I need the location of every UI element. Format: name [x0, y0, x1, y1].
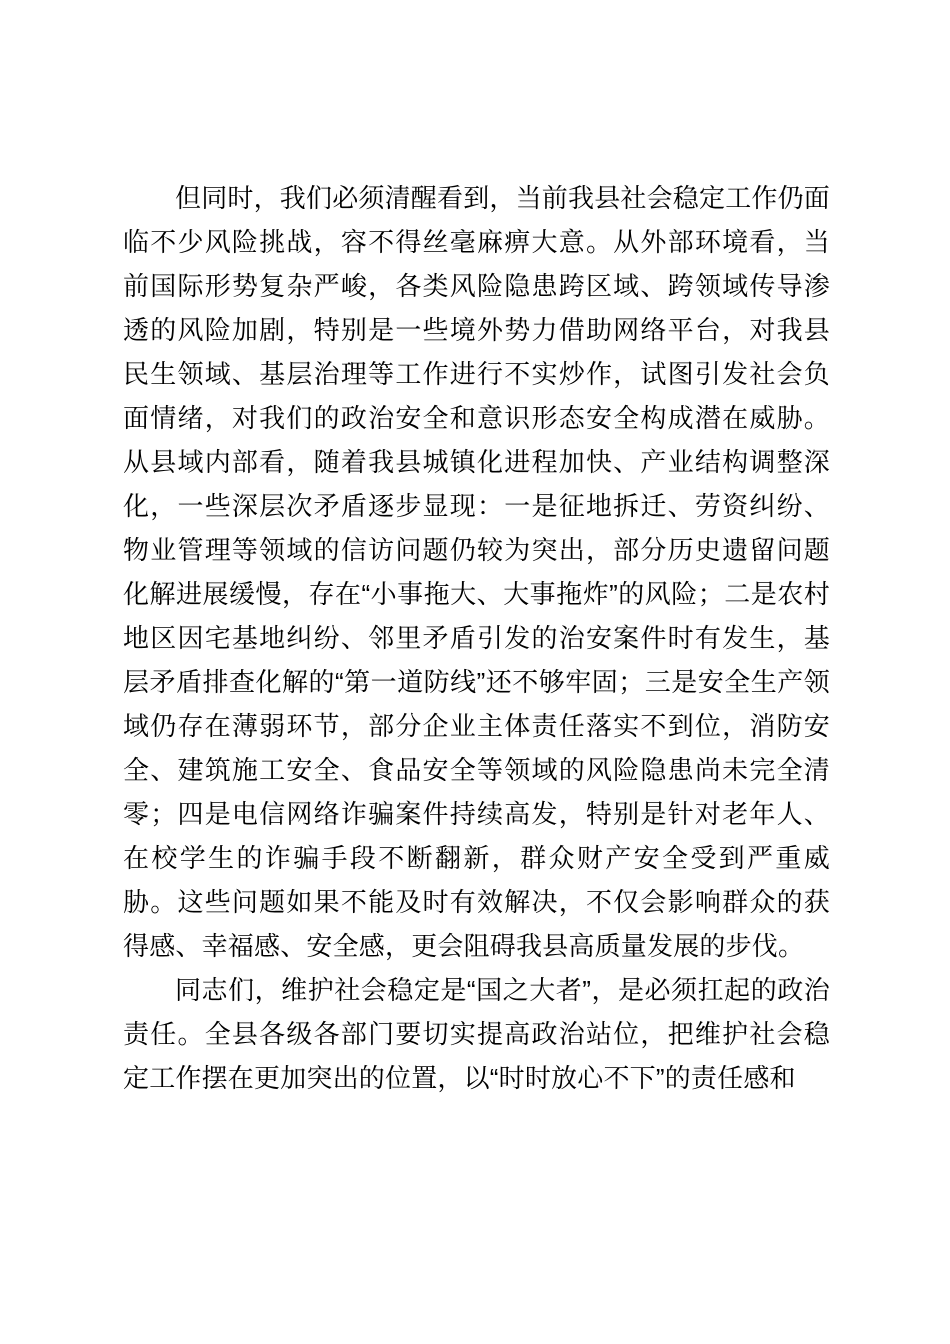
paragraph-risk-challenges: 但同时，我们必须清醒看到，当前我县社会稳定工作仍面临不少风险挑战，容不得丝毫麻痹大意。从外部环境看，当前国际形势复杂严峻，各类风险隐患跨区域、跨领域传导渗透的风险加剧，特别是一些境外势力借助网络平台，对我县民生领域、基层治理等工作进行不实炒作，试图引发社会负面情绪，对我们的政治安全和意识形态安全构成潜在威胁。从县域内部看，随着我县城镇化进程加快、产业结构调整深化，一些深层次矛盾逐步显现：一是征地拆迁、劳资纠纷、物业管理等领域的信访问题仍较为突出，部分历史遗留问题化解进展缓慢，存在“小事拖大、大事拖炸”的风险；二是农村地区因宅基地纠纷、邻里矛盾引发的治安案件时有发生，基层矛盾排查化解的“第一道防线”还不够牢固；三是安全生产领域仍存在薄弱环节，部分企业主体责任落实不到位，消防安全、建筑施工安全、食品安全等领域的风险隐患尚未完全清零；四是电信网络诈骗案件持续高发，特别是针对老年人、在校学生的诈骗手段不断翻新，群众财产安全受到严重威胁。这些问题如果不能及时有效解决，不仅会影响群众的获得感、幸福感、安全感，更会阻碍我县高质量发展的步伐。	[123, 183, 831, 961]
paragraph-political-responsibility: 同志们，维护社会稳定是“国之大者”，是必须扛起的政治责任。全县各级各部门要切实提高政治站位，把维护社会稳定工作摆在更加突出的位置，以“时时放心不下”的责任感和	[123, 975, 830, 1093]
document-body	[123, 176, 830, 1100]
